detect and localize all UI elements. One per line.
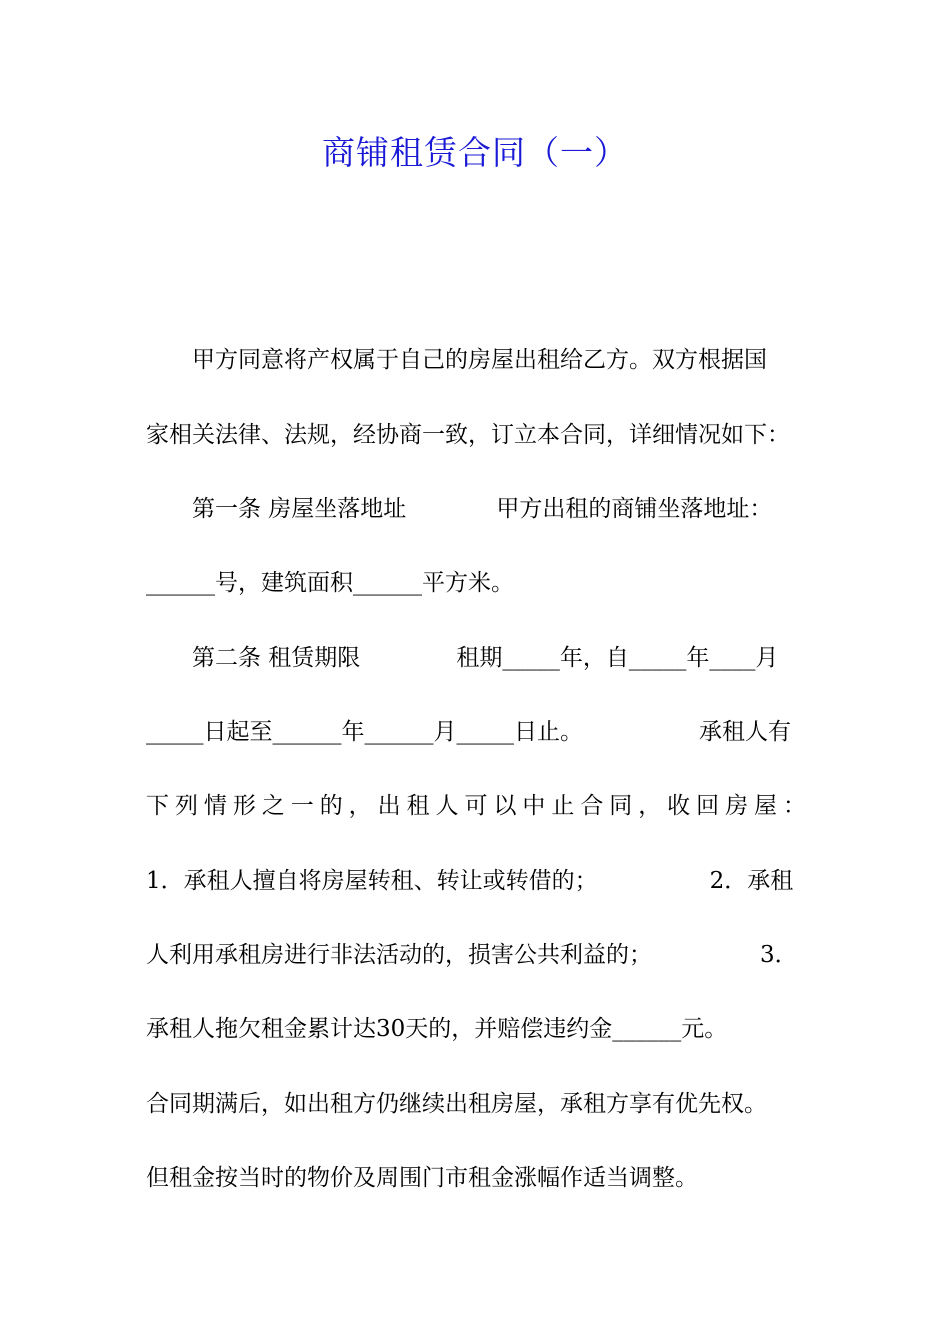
text-segment: 1．承租人擅自将房屋转租、转让或转借的； [146, 868, 598, 894]
paragraph-line-9 [146, 935, 806, 975]
text-segment: 但租金按当时的物价及周围门市租金涨幅作适当调整。 [146, 1165, 698, 1191]
text-segment: 家相关法律、法规，经协商一致，订立本合同，详细情况如下： [146, 422, 790, 448]
article-1-heading: 第一条 房屋坐落地址 [192, 496, 407, 522]
text-segment: 人利用承租房进行非法活动的，损害公共利益的； [146, 942, 652, 968]
text-segment: 甲方同意将产权属于自己的房屋出租给乙方。双方根据国 [192, 347, 767, 373]
text-segment: 2．承租 [709, 868, 794, 894]
paragraph-line-7 [146, 786, 806, 826]
paragraph-line-1 [146, 340, 806, 380]
paragraph-line-8 [146, 861, 806, 901]
text-segment: ______号，建筑面积______平方米。 [146, 570, 514, 596]
paragraph-line-12 [146, 1158, 806, 1198]
text-segment: 承租人拖欠租金累计达30天的，并赔偿违约金______元。 [146, 1016, 728, 1042]
article-1-line [146, 489, 806, 529]
article-2-line [146, 638, 806, 678]
paragraph-line-2 [146, 415, 806, 455]
paragraph-line-4 [146, 563, 806, 603]
text-segment: 下列情形之一的，出租人可以中止合同，收回房屋： [146, 793, 806, 819]
text-segment: _____日起至______年______月_____日止。 [146, 719, 583, 745]
text-segment: 承租人有 [699, 719, 791, 745]
text-segment: 租期_____年，自_____年____月 [456, 645, 779, 671]
paragraph-line-11 [146, 1084, 806, 1124]
paragraph-line-6 [146, 712, 806, 752]
paragraph-line-10 [146, 1009, 806, 1049]
document-title: 商铺租赁合同（一） [322, 133, 628, 172]
text-segment: 合同期满后，如出租方仍继续出租房屋，承租方享有优先权。 [146, 1091, 767, 1117]
article-2-heading: 第二条 租赁期限 [192, 645, 361, 671]
text-segment: 3． [760, 942, 798, 968]
text-segment: 甲方出租的商铺坐落地址： [496, 496, 773, 522]
